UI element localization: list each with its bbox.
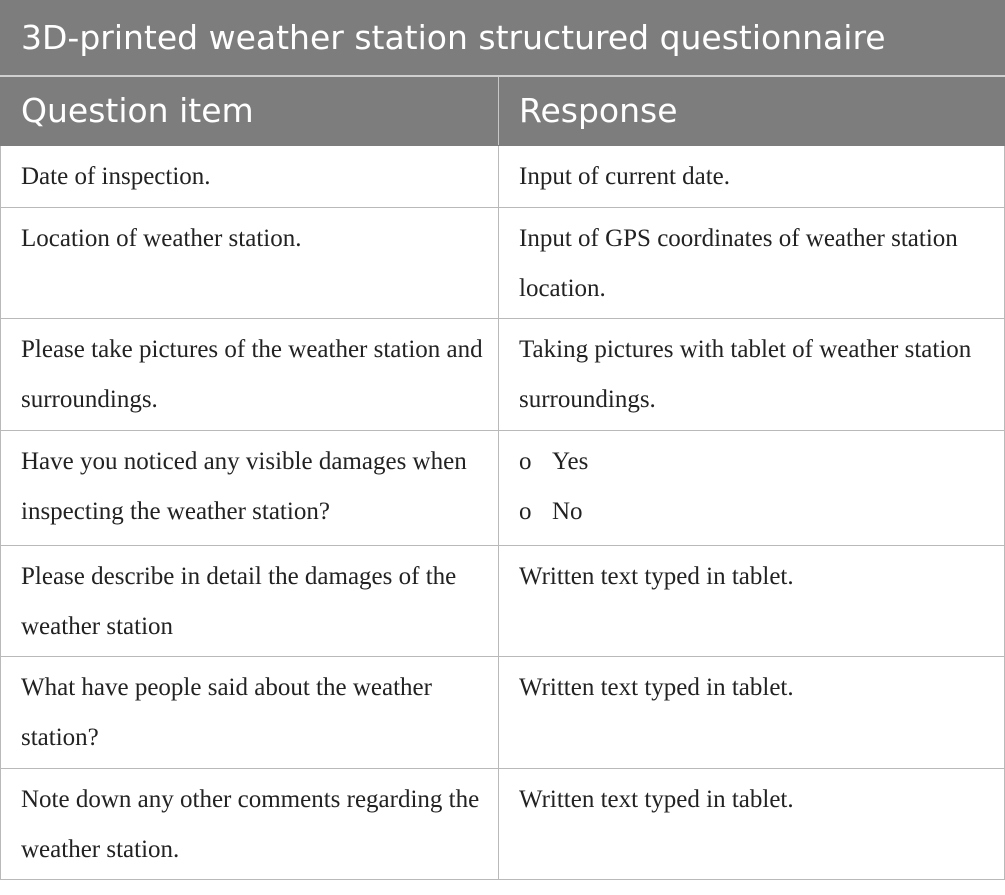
question-cell: Note down any other comments regarding the weather station. bbox=[1, 768, 499, 879]
table-title: 3D-printed weather station structured questionnaire bbox=[1, 0, 1005, 76]
table-row bbox=[1, 656, 1005, 768]
table-row bbox=[1, 318, 1005, 430]
option-label: Yes bbox=[552, 447, 589, 475]
response-options-cell bbox=[499, 430, 1005, 545]
column-header-question: Question item bbox=[1, 76, 499, 145]
option-yes bbox=[519, 437, 994, 487]
question-cell: Please describe in detail the damages of the weather station bbox=[1, 545, 499, 656]
response-cell: Input of GPS coordinates of weather station location. bbox=[499, 207, 1005, 318]
question-cell: What have people said about the weather station? bbox=[1, 656, 499, 768]
response-cell: Written text typed in tablet. bbox=[499, 768, 1005, 879]
option-label: No bbox=[552, 497, 583, 525]
title-row bbox=[1, 0, 1005, 76]
question-cell: Date of inspection. bbox=[1, 145, 499, 207]
column-header-response: Response bbox=[499, 76, 1005, 145]
response-cell: Written text typed in tablet. bbox=[499, 545, 1005, 656]
option-bullet: o bbox=[519, 447, 532, 475]
option-bullet: o bbox=[519, 497, 532, 525]
question-cell: Location of weather station. bbox=[1, 207, 499, 318]
table-row bbox=[1, 545, 1005, 656]
table-row bbox=[1, 207, 1005, 318]
table-row bbox=[1, 768, 1005, 879]
response-cell: Written text typed in tablet. bbox=[499, 656, 1005, 768]
header-row bbox=[1, 76, 1005, 145]
response-cell: Input of current date. bbox=[499, 145, 1005, 207]
table-row bbox=[1, 145, 1005, 207]
response-cell: Taking pictures with tablet of weather station surroundings. bbox=[499, 318, 1005, 430]
question-cell: Please take pictures of the weather station and surroundings. bbox=[1, 318, 499, 430]
option-no bbox=[519, 487, 994, 537]
question-cell: Have you noticed any visible damages when inspecting the weather station? bbox=[1, 430, 499, 545]
table-row bbox=[1, 430, 1005, 545]
